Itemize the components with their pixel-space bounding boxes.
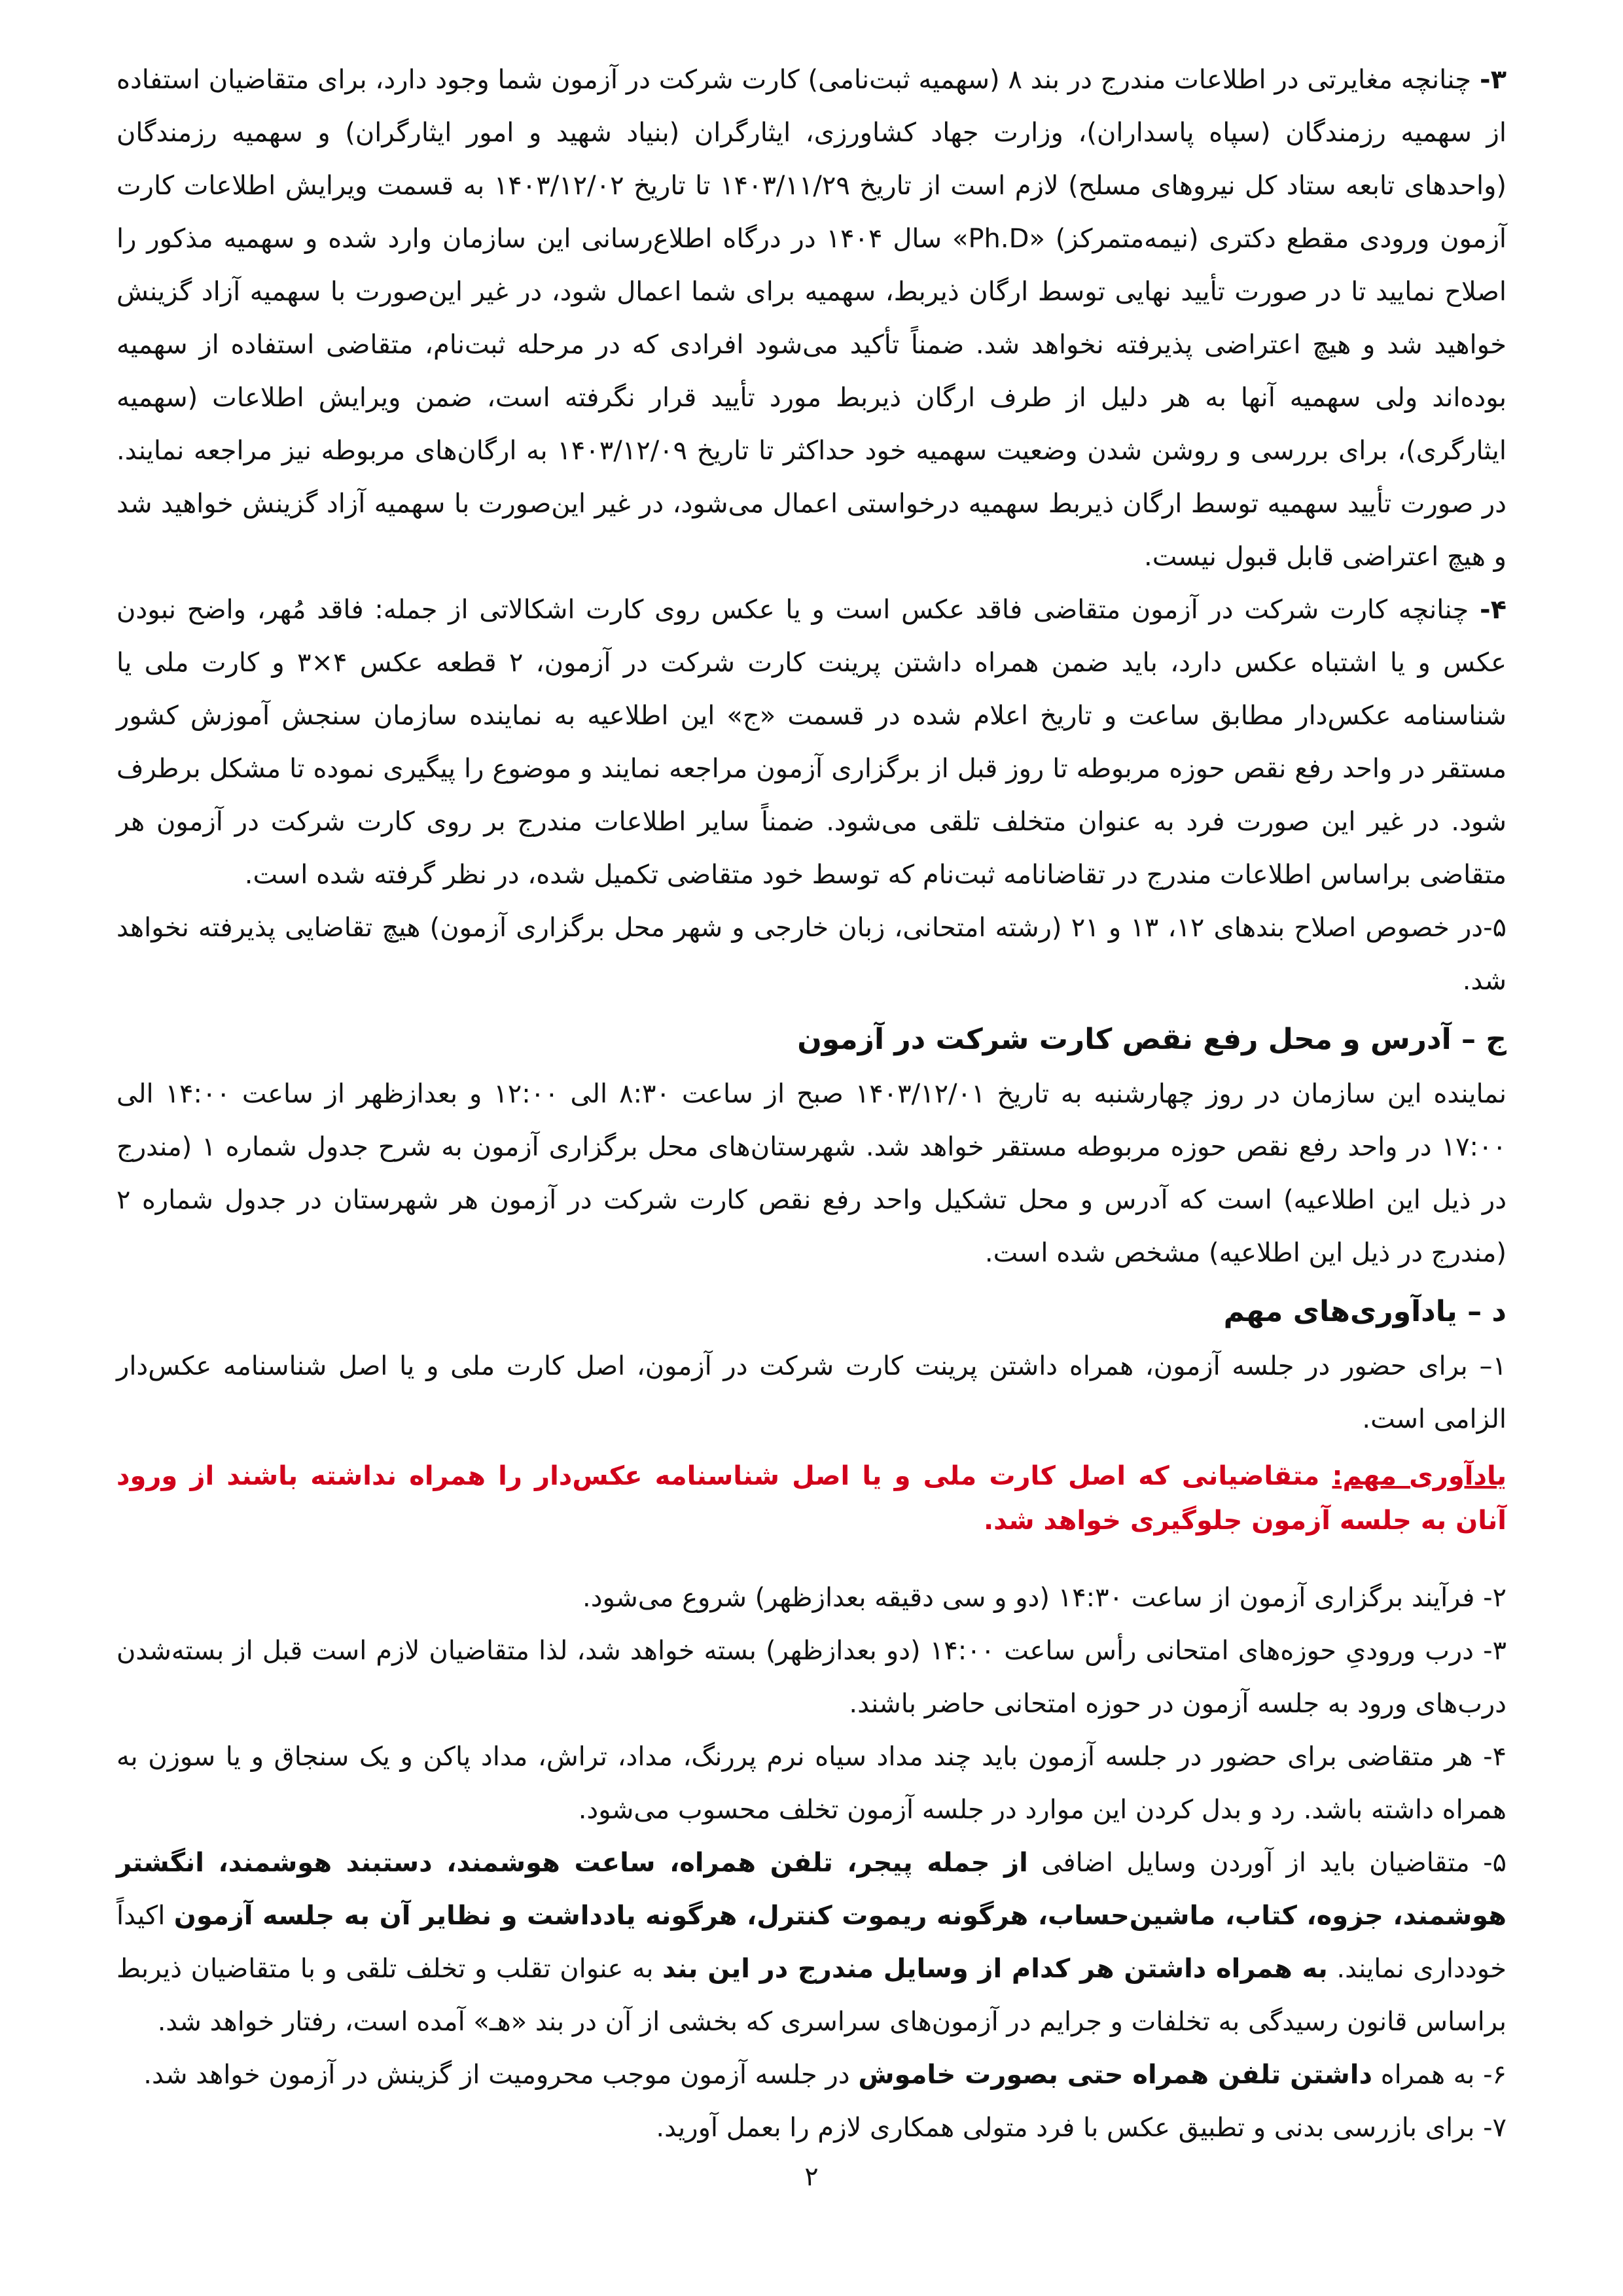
reminder-1: ۱– برای حضور در جلسه آزمون، همراه داشتن پرینت کارت شرکت در آزمون، اصل کارت ملی و یا اصل شناسنامه عکس‌دار الزامی است. bbox=[116, 1351, 1507, 1434]
page-number: ۲ bbox=[804, 2162, 819, 2192]
clause-number: ۳- bbox=[1479, 65, 1507, 95]
reminder-3: ۳- درب ورودیِ حوزه‌های امتحانی رأس ساعت ۱۴:۰۰ (دو بعدازظهر) بسته خواهد شد، لذا متقاضیان لازم است قبل از بسته‌شدن درب‌های ورود به جلسه آزمون در حوزه امتحانی حاضر باشند. bbox=[116, 1636, 1507, 1719]
reminder-4: ۴- هر متقاضی برای حضور در جلسه آزمون باید چند مداد سیاه نرم پررنگ، مداد، تراش، مداد پاکن و یک سنجاق و یا سوزن به همراه داشته باشد. رد و بدل کردن این موارد در جلسه آزمون تخلف محسوب می‌شود. bbox=[116, 1742, 1507, 1825]
clause-5: ۵-در خصوص اصلاح بندهای ۱۲، ۱۳ و ۲۱ (رشته امتحانی، زبان خارجی و شهر محل برگزاری آزمون) هیچ تقاضایی پذیرفته نخواهد شد. bbox=[116, 913, 1507, 996]
reminder-6 bbox=[116, 2049, 1507, 2102]
clause-text: چنانچه مغایرتی در اطلاعات مندرج در بند ۸ (سهمیه ثبت‌نامی) کارت شرکت در آزمون شما وجود دارد، برای متقاضیان استفاده از سهمیه رزمندگان (سپاه پاسداران)، وزارت جهاد کشاورزی، ایثارگران (بنیاد شهید و امور ایثارگران) و سهمیه رزمندگان (واحدهای تابعه ستاد کل نیروهای مسلح) لازم است از تاریخ ۱۴۰۳/۱۱/۲۹ تا تاریخ ۱۴۰۳/۱۲/۰۲ به قسمت ویرایش اطلاعات کارت آزمون ورودی مقطع دکتری (نیمه‌متمرکز) «Ph.D» سال ۱۴۰۴ در درگاه اطلاع‌رسانی این سازمان وارد شده و سهمیه مذکور را اصلاح نمایید تا در صورت تأیید نهایی توسط ارگان ذیربط، سهمیه برای شما اعمال شود، در غیر این‌صورت با سهمیه آزاد گزینش خواهید شد و هیچ اعتراضی پذیرفته نخواهد شد. ضمناً تأکید می‌شود افرادی که در مرحله ثبت‌نام، متقاضی استفاده از سهمیه بوده‌اند ولی سهمیه آنها به هر دلیل از طرف ارگان ذیربط مورد تأیید قرار نگرفته است، ضمن ویرایش اطلاعات (سهمیه ایثارگری)، برای بررسی و روشن شدن وضعیت سهمیه خود حداکثر تا تاریخ ۱۴۰۳/۱۲/۰۹ به ارگان‌های مربوطه نیز مراجعه نمایند. در صورت تأیید سهمیه توسط ارگان ذیربط سهمیه درخواستی اعمال می‌شود، در غیر این‌صورت با سهمیه آزاد گزینش خواهید شد و هیچ اعتراضی قابل قبول نیست. bbox=[116, 65, 1507, 572]
reminder-6-part: در جلسه آزمون موجب محرومیت از گزینش در آزمون خواهد شد. bbox=[143, 2060, 859, 2090]
reminder-5-bold: از جمله پیجر، تلفن همراه، ساعت هوشمند، دستبند هوشمند، انگشتر هوشمند، جزوه، کتاب، ماشین‌حساب، هرگونه ریموت کنترل، هرگونه یادداشت و نظایر آن به جلسه آزمون bbox=[116, 1848, 1507, 1931]
clause-3 bbox=[116, 54, 1507, 584]
reminder-2: ۲- فرآیند برگزاری آزمون از ساعت ۱۴:۳۰ (دو و سی دقیقه بعدازظهر) شروع می‌شود. bbox=[582, 1583, 1507, 1613]
reminder-5-part: به عنوان تقلب و تخلف تلقی و با متقاضیان ذیربط براساس قانون رسیدگی به تخلفات و جرایم در آزمون‌های سراسری که بخشی از آن در بند «هـ» آمده است، رفتار خواهد شد. bbox=[116, 1954, 1507, 2037]
reminder-5-part: اکیداً خودداری نمایند. bbox=[116, 1901, 1507, 1984]
reminder-6-part: ۶- به همراه bbox=[1372, 2060, 1507, 2090]
reminder-7: ۷- برای بازرسی بدنی و تطبیق عکس با فرد متولی همکاری لازم را بعمل آورید. bbox=[656, 2113, 1507, 2143]
clause-number: ۴- bbox=[1479, 595, 1507, 625]
reminder-5 bbox=[116, 1837, 1507, 2049]
important-warning bbox=[116, 1454, 1507, 1543]
reminder-5-part: ۵- متقاضیان باید از آوردن وسایل اضافی bbox=[1027, 1848, 1507, 1878]
reminder-6-bold: داشتن تلفن همراه حتی بصورت خاموش bbox=[858, 2060, 1372, 2090]
clause-4 bbox=[116, 584, 1507, 902]
clause-text: چنانچه کارت شرکت در آزمون متقاضی فاقد عکس است و یا عکس روی کارت اشکالاتی از جمله: فاقد مُهر، واضح نبودن عکس و یا اشتباه عکس دارد، باید ضمن همراه داشتن پرینت کارت شرکت در آزمون، ۲ قطعه عکس ۴×۳ و کارت ملی یا شناسنامه عکس‌دار مطابق ساعت و تاریخ اعلام شده در قسمت «ج» این اطلاعیه به نماینده سازمان سنجش آموزش کشور مستقر در واحد رفع نقص حوزه مربوطه تا روز قبل از برگزاری آزمون مراجعه نمایند و موضوع را پیگیری نموده تا مشکل برطرف شود. در غیر این صورت فرد به عنوان متخلف تلقی می‌شود. ضمناً سایر اطلاعات مندرج بر روی کارت شرکت در آزمون هر متقاضی براساس اطلاعات مندرج در تقاضانامه ثبت‌نام که توسط خود متقاضی تکمیل شده، در نظر گرفته شده است. bbox=[116, 595, 1507, 890]
section-j-text: نماینده این سازمان در روز چهارشنبه به تاریخ ۱۴۰۳/۱۲/۰۱ صبح از ساعت ۸:۳۰ الی ۱۲:۰۰ و بعدازظهر از ساعت ۱۴:۰۰ الی ۱۷:۰۰ در واحد رفع نقص حوزه مربوطه مستقر خواهد شد. شهرستان‌های محل برگزاری آزمون به شرح جدول شماره ۱ (مندرج در ذیل این اطلاعیه) است که آدرس و محل تشکیل واحد رفع نقص کارت شرکت در آزمون هر شهرستان در جدول شماره ۲ (مندرج در ذیل این اطلاعیه) مشخص شده است. bbox=[116, 1079, 1507, 1268]
warning-text: متقاضیانی که اصل کارت ملی و یا اصل شناسنامه عکس‌دار را همراه نداشته باشند از ورود آنان به جلسه آزمون جلوگیری خواهد شد. bbox=[116, 1461, 1507, 1536]
document-page bbox=[116, 54, 1507, 2257]
warning-lead: یادآوری مهم: bbox=[1332, 1461, 1507, 1491]
reminder-5-bold: به همراه داشتن هر کدام از وسایل مندرج در این بند bbox=[662, 1954, 1328, 1984]
section-heading-j: ج – آدرس و محل رفع نقص کارت شرکت در آزمون bbox=[797, 1023, 1507, 1056]
section-heading-d: د – یادآوری‌های مهم bbox=[1223, 1295, 1507, 1328]
